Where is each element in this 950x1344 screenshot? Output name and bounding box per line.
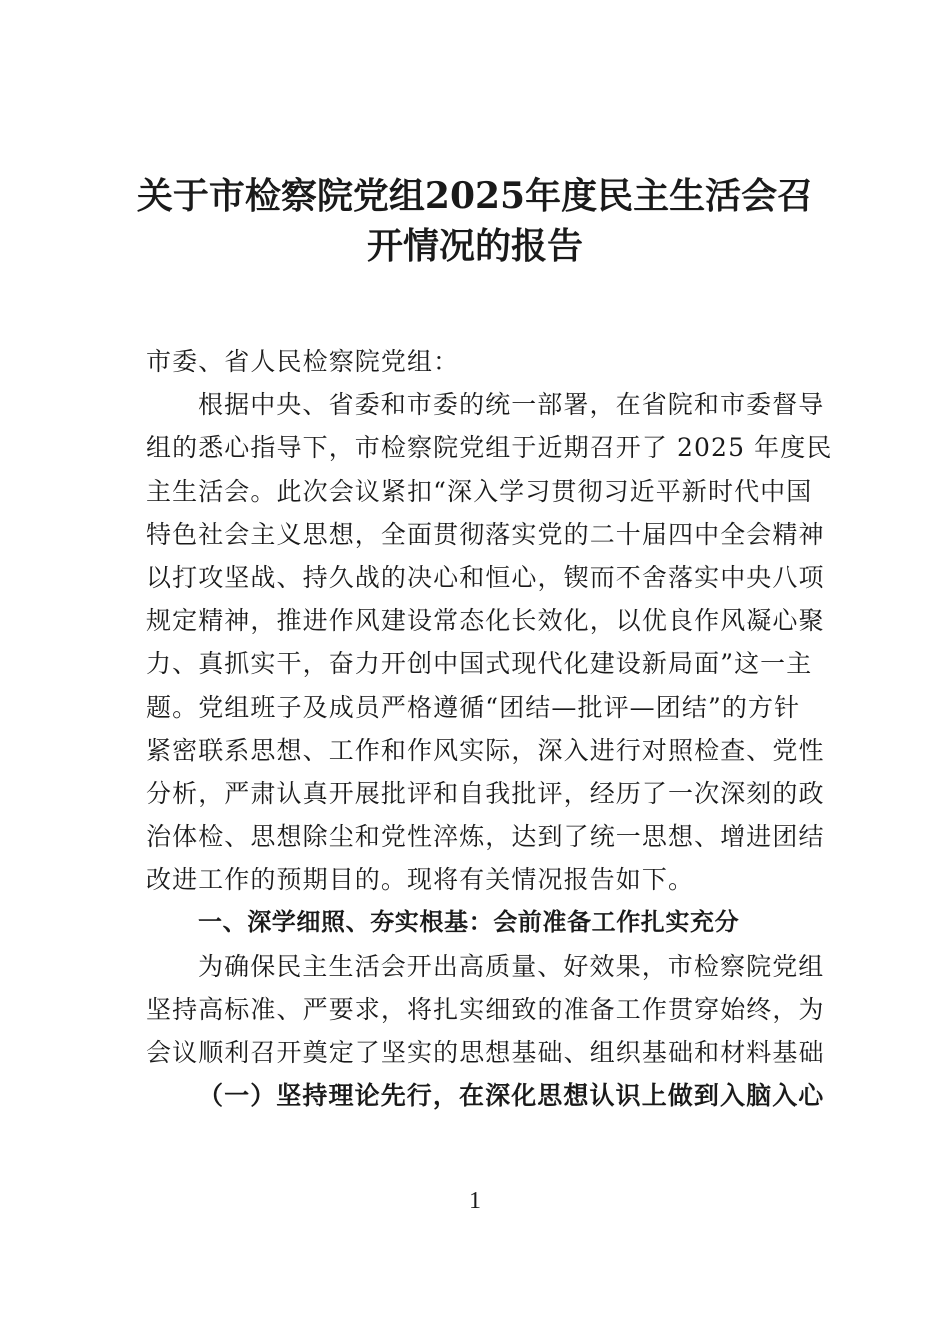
document-title-line-2: 开情况的报告 — [366, 225, 583, 267]
paragraph-1-line: 力、真抓实干，奋力开创中国式现代化建设新局面”这一主 — [146, 649, 813, 679]
subsection-1-heading: （一）坚持理论先行，在深化思想认识上做到入脑入心 — [198, 1081, 825, 1111]
paragraph-1-line: 规定精神，推进作风建设常态化长效化，以优良作风凝心聚 — [146, 606, 825, 636]
paragraph-1-line: 主生活会。此次会议紧扣“深入学习贯彻习近平新时代中国 — [146, 476, 813, 506]
paragraph-1-line: 治体检、思想除尘和党性淬炼，达到了统一思想、增进团结 — [146, 822, 825, 852]
paragraph-1-line: 组的悉心指导下，市检察院党组于近期召开了 2025 年度民 — [146, 433, 833, 463]
page-number: 1 — [469, 1188, 481, 1214]
document-title-line-1: 关于市检察院党组2025年度民主生活会召 — [136, 175, 814, 217]
paragraph-2-line: 坚持高标准、严要求，将扎实细致的准备工作贯穿始终，为 — [146, 994, 825, 1024]
salutation: 市委、省人民检察院党组： — [146, 347, 460, 376]
paragraph-1-line: 根据中央、省委和市委的统一部署，在省院和市委督导 — [198, 390, 825, 420]
paragraph-1-line: 分析，严肃认真开展批评和自我批评，经历了一次深刻的政 — [146, 778, 825, 808]
paragraph-1-line: 改进工作的预期目的。现将有关情况报告如下。 — [146, 865, 695, 895]
paragraph-1-line: 特色社会主义思想，全面贯彻落实党的二十届四中全会精神 — [146, 519, 825, 549]
paragraph-1-line: 题。党组班子及成员严格遵循“团结—批评—团结”的方针 — [146, 692, 801, 722]
paragraph-1-line: 以打攻坚战、持久战的决心和恒心，锲而不舍落实中央八项 — [146, 562, 825, 592]
document-body — [146, 340, 833, 1117]
section-1-heading: 一、深学细照、夯实根基：会前准备工作扎实充分 — [198, 908, 740, 937]
paragraph-2-line: 为确保民主生活会开出高质量、好效果，市检察院党组 — [198, 951, 825, 981]
paragraph-2-line: 会议顺利召开奠定了坚实的思想基础、组织基础和材料基础 — [146, 1038, 825, 1067]
paragraph-1-line: 紧密联系思想、工作和作风实际，深入进行对照检查、党性 — [146, 735, 825, 765]
